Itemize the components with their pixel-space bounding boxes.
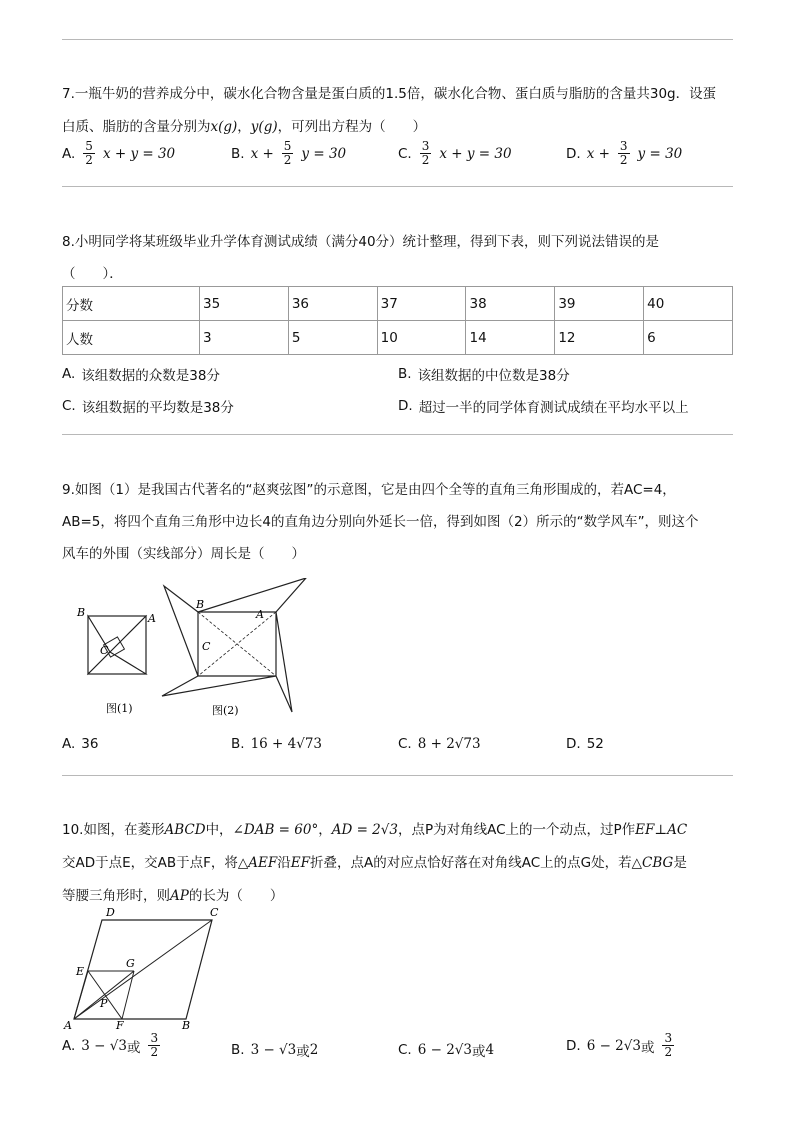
- fig1-label-c: C: [100, 644, 109, 657]
- q9-figure-2-windmill: [160, 578, 310, 720]
- option-expr: 6 − 2√3: [586, 1037, 641, 1054]
- table-cell: 40: [644, 287, 733, 321]
- q10-option-d[interactable]: [566, 1032, 676, 1059]
- q10-math: EF⊥AC: [635, 822, 688, 838]
- q10-text: 10.如图，在菱形: [62, 822, 165, 838]
- table-cell: 12: [555, 321, 644, 355]
- q7-stem-line1: 7.一瓶牛奶的营养成分中，碳水化合物含量是蛋白质的1.5倍，碳水化合物、蛋白质与脂肪的含量共30g．设蛋: [62, 86, 717, 102]
- option-expr: x + y = 30: [102, 145, 176, 162]
- q8-option-b[interactable]: [398, 364, 570, 384]
- separator-q8: [62, 434, 733, 435]
- option-label: C.: [398, 145, 412, 162]
- q7-option-c[interactable]: [398, 140, 512, 167]
- fraction: $\frac{3}{2}$: [150, 1031, 159, 1059]
- q9-option-b[interactable]: [231, 736, 322, 752]
- table-cell: 10: [377, 321, 466, 355]
- q7-stem-text: 白质、脂肪的含量分别为: [62, 119, 211, 135]
- table-cell: 37: [377, 287, 466, 321]
- q8-stem-line1: 8.小明同学将某班级毕业升学体育测试成绩（满分40分）统计整理，得到下表，则下列说法错误的是: [62, 234, 660, 250]
- q8-stem-line2: （ ）．: [62, 266, 123, 282]
- q9-option-d[interactable]: [566, 736, 604, 752]
- fig10-label-b: B: [182, 1019, 191, 1032]
- option-label: B.: [398, 366, 412, 382]
- fig10-label-g: G: [126, 957, 135, 970]
- option-text: 该组数据的众数是38分: [81, 368, 220, 384]
- option-expr: y = 30: [301, 145, 347, 162]
- option-label: D.: [398, 398, 413, 414]
- fig1-label-a: A: [148, 612, 156, 625]
- table-cell: 36: [288, 287, 377, 321]
- option-text: 36: [81, 736, 99, 752]
- table-row: [63, 287, 733, 321]
- option-label: C.: [398, 1042, 412, 1058]
- table-cell: 6: [644, 321, 733, 355]
- option-expr: 3 − √3: [81, 1037, 127, 1054]
- option-label: A.: [62, 1037, 76, 1054]
- fraction: $\frac{3}{2}$: [421, 139, 430, 167]
- q10-text: 是: [673, 855, 687, 871]
- option-text: 8 + 2√73: [417, 736, 481, 752]
- fraction: $\frac{5}{2}$: [85, 139, 93, 167]
- table-cell: 3: [200, 321, 289, 355]
- q10-text: ，: [318, 822, 332, 838]
- option-text: 该组数据的平均数是38分: [81, 400, 234, 416]
- q10-text: 中，: [205, 822, 233, 838]
- option-tail: 4: [485, 1042, 495, 1058]
- q10-text: ，点P为对角线AC上的一个动点，过P作: [397, 822, 636, 838]
- q10-text: 折叠，点A的对应点恰好落在对角线AC上的点G处，若: [310, 855, 632, 871]
- option-text: 该组数据的中位数是38分: [417, 368, 570, 384]
- option-label: B.: [231, 1042, 245, 1058]
- option-expr: 3 − √3: [250, 1042, 297, 1058]
- q8-option-a[interactable]: [62, 364, 220, 384]
- q7-stem-line2: [62, 115, 426, 135]
- q10-option-a[interactable]: [62, 1032, 162, 1059]
- q10-math: ∠DAB = 60°: [232, 822, 319, 838]
- table-cell: 38: [466, 287, 555, 321]
- fig2-label-a: A: [256, 608, 264, 621]
- option-expr: 6 − 2√3: [417, 1042, 472, 1058]
- q10-stem-line3: [62, 884, 283, 904]
- q7-option-a[interactable]: [62, 140, 175, 167]
- table-cell: 人数: [63, 321, 200, 355]
- q9-stem-line2: AB=5，将四个直角三角形中边长4的直角边分别向外延长一倍，得到如图（2）所示的“数学风车”，则这个: [62, 514, 699, 530]
- option-label: D.: [566, 1037, 581, 1054]
- option-label: D.: [566, 736, 581, 752]
- separator-q7: [62, 186, 733, 187]
- q8-option-d[interactable]: [398, 396, 689, 416]
- option-tail: 2: [309, 1042, 319, 1058]
- q10-text: 交AD于点E，交AB于点F，将: [62, 855, 238, 871]
- fraction: $\frac{3}{2}$: [619, 139, 628, 167]
- fig10-label-e: E: [76, 965, 85, 978]
- q10-stem-line2: [62, 851, 687, 871]
- option-label: C.: [62, 398, 76, 414]
- q10-option-c[interactable]: [398, 1040, 494, 1060]
- option-expr: x + y = 30: [439, 145, 512, 162]
- q7-sep: ，: [237, 119, 251, 135]
- fig10-label-d: D: [106, 906, 115, 919]
- q10-math: △AEF: [237, 855, 278, 871]
- option-or: 或: [296, 1044, 310, 1060]
- q10-math: ABCD: [164, 822, 206, 838]
- q10-stem-line1: [62, 818, 687, 838]
- table-cell: 14: [466, 321, 555, 355]
- q10-math: △CBG: [631, 855, 674, 871]
- table-row: [63, 321, 733, 355]
- q7-option-d[interactable]: [566, 140, 682, 167]
- q9-option-c[interactable]: [398, 736, 481, 752]
- option-expr: y = 30: [637, 145, 683, 162]
- q7-option-b[interactable]: [231, 140, 346, 167]
- q8-option-c[interactable]: [62, 396, 234, 416]
- fig10-label-c: C: [210, 906, 219, 919]
- option-label: C.: [398, 736, 412, 752]
- q10-option-b[interactable]: [231, 1040, 318, 1060]
- q10-math: AP: [170, 888, 189, 904]
- q10-text: 等腰三角形时，则: [62, 888, 170, 904]
- q7-stem-tail: ，可列出方程为（ ）: [277, 119, 427, 135]
- q10-figure-rhombus: [60, 905, 235, 1035]
- option-expr-pre: x +: [250, 145, 274, 162]
- fig10-label-a: A: [64, 1019, 72, 1032]
- table-cell: 分数: [63, 287, 200, 321]
- table-cell: 35: [200, 287, 289, 321]
- option-label: A.: [62, 145, 76, 162]
- option-label: D.: [566, 145, 581, 162]
- option-or: 或: [126, 1039, 141, 1056]
- q9-stem-line1: 9.如图（1）是我国古代著名的“赵爽弦图”的示意图，它是由四个全等的直角三角形围成的，若AC=4，: [62, 482, 676, 498]
- fig2-label-b: B: [196, 598, 205, 611]
- q10-text: 沿: [277, 855, 291, 871]
- option-label: A.: [62, 736, 76, 752]
- fig1-caption: 图(1): [106, 702, 133, 715]
- q10-math: EF: [290, 855, 311, 871]
- separator-q9: [62, 775, 733, 776]
- option-text: 超过一半的同学体育测试成绩在平均水平以上: [418, 400, 689, 416]
- q7-var-y: y(g): [250, 119, 278, 135]
- fig10-label-f: F: [116, 1019, 124, 1032]
- q9-option-a[interactable]: [62, 736, 98, 752]
- option-label: A.: [62, 366, 76, 382]
- option-or: 或: [640, 1039, 655, 1056]
- table-cell: 5: [288, 321, 377, 355]
- q9-stem-line3: 风车的外围（实线部分）周长是（ ）: [62, 546, 305, 562]
- fig2-label-c: C: [202, 640, 211, 653]
- fraction: $\frac{3}{2}$: [664, 1031, 673, 1059]
- q10-math: AD = 2√3: [331, 822, 398, 838]
- q7-var-x: x(g): [210, 119, 238, 135]
- q10-text: 的长为（ ）: [188, 888, 284, 904]
- option-or: 或: [471, 1044, 486, 1060]
- table-cell: 39: [555, 287, 644, 321]
- option-text: 16 + 4√73: [250, 736, 323, 752]
- fig2-caption: 图(2): [212, 704, 239, 717]
- fig10-label-p: P: [100, 997, 108, 1010]
- fraction: $\frac{5}{2}$: [283, 139, 292, 167]
- option-label: B.: [231, 736, 245, 752]
- option-expr-pre: x +: [586, 145, 610, 162]
- separator-top: [62, 39, 733, 40]
- q8-score-table: [62, 286, 733, 355]
- option-label: B.: [231, 145, 245, 162]
- option-text: 52: [586, 736, 604, 752]
- q9-figure-1: [70, 600, 160, 720]
- fig1-label-b: B: [77, 606, 86, 619]
